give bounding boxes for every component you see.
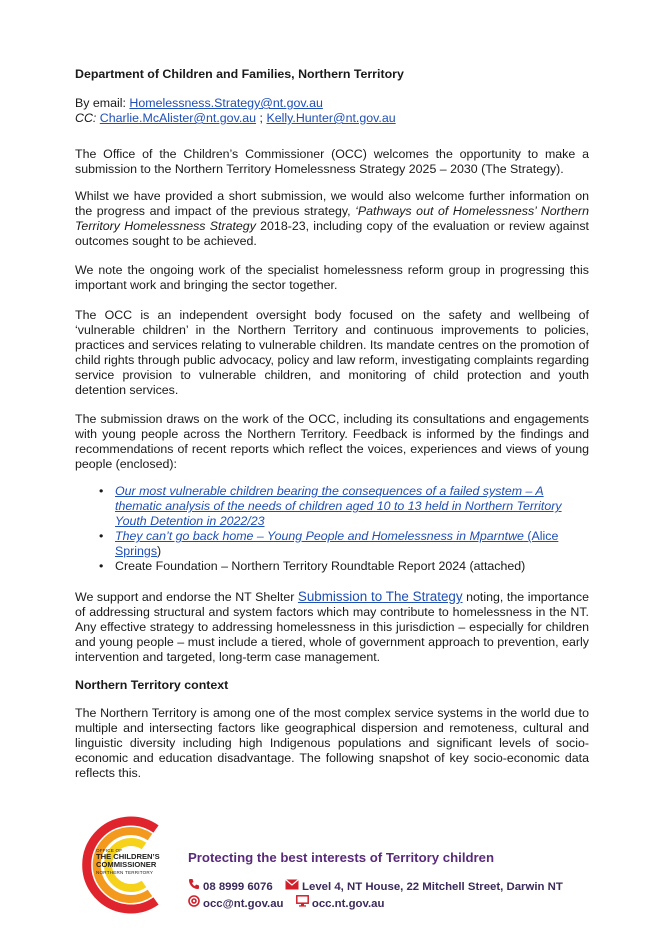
monitor-icon	[296, 895, 309, 910]
paragraph-previous-strategy	[75, 189, 589, 249]
phone-icon	[188, 878, 200, 893]
logo-line-1: THE CHILDREN’S	[96, 852, 160, 861]
report-link-vulnerable-children[interactable]	[115, 484, 562, 528]
paragraph-reform-group: We note the ongoing work of the specialist homelessness reform group in progressing this important work and bringing the sector together.	[75, 263, 589, 292]
cc-label: CC:	[75, 111, 97, 125]
nt-shelter-start: We support and endorse the NT Shelter	[75, 590, 298, 604]
logo-wordmark	[96, 848, 174, 875]
paragraph-nt-context: The Northern Territory is among one of the most complex service systems in the world due to multiple and intersecting factors like geographical dispersion and remoteness, cultural and linguistic diversity including high Indigenous populations and significant levels of socio-economic and education disadvantage. The following snapshot of key socio-economic data reflects this.	[75, 706, 589, 780]
footer-tagline: Protecting the best interests of Territory children	[188, 850, 495, 865]
at-icon	[188, 895, 200, 910]
cc-line	[75, 111, 589, 126]
letter-footer	[74, 815, 594, 915]
previous-strategy-title: ‘Pathways out of Homelessness’ Northern Territory Homelessness Strategy	[75, 204, 589, 233]
paragraph-submission-basis: The submission draws on the work of the OCC, including its consultations and engagements with young people across the Northern Territory. Feedback is informed by the findings and recommendations of recent reports which reflect the voices, experiences and views of young people (enclosed):	[75, 412, 589, 471]
envelope-icon	[285, 879, 299, 893]
letter-body	[75, 67, 589, 781]
bullet-icon: •	[99, 529, 104, 543]
report-link-mparntwe[interactable]	[115, 529, 558, 558]
by-email-label: By email:	[75, 96, 126, 110]
logo-line-2: COMMISSIONER	[96, 860, 157, 870]
list-item	[75, 484, 589, 529]
bullet-icon: •	[99, 484, 104, 498]
report-location: (Alice Springs	[115, 529, 559, 558]
email-link-homelessness-strategy[interactable]: Homelessness.Strategy@nt.gov.au	[129, 96, 323, 110]
logo-northern-territory: NORTHERN TERRITORY	[96, 869, 154, 875]
paragraph-intro: The Office of the Children’s Commissioner (OCC) welcomes the opportunity to make a submission to the Northern Territory Homelessness Strategy 2025 – 2030 (The Strategy).	[75, 147, 589, 176]
nt-shelter-end: noting, the importance of addressing structural and system factors which may contribute to homelessness in the NT. Any effective strategy to addressing homelessness in this jurisdiction – especially for children and young people – must include a tiered, whole of government approach to prevention, early intervention and targeted, long-term case management.	[75, 590, 589, 664]
phone-number[interactable]: 08 8999 6076	[203, 881, 273, 893]
paragraph-occ-mandate: The OCC is an independent oversight body focused on the safety and wellbeing of ‘vulnerable children’ in the Northern Territory and continuous improvements to policies, practices and services relating to vulnerable children. Its mandate centres on the promotion of child rights through public advocacy, policy and law reform, investigating complaints regarding service provision to vulnerable children, and monitoring of child protection and youth detention services.	[75, 308, 589, 397]
email-link-kelly[interactable]: Kelly.Hunter@nt.gov.au	[266, 111, 396, 125]
logo-office-of: OFFICE OF	[96, 848, 123, 853]
section-heading: Northern Territory context	[75, 678, 229, 692]
cc-separator: ;	[259, 111, 263, 125]
report-title: Our most vulnerable children bearing the consequences of a failed system – A thematic analysis of the needs of children aged 10 to 13 held in Northern Territory Youth Detention in 2022/23	[115, 484, 562, 528]
paragraph-previous-strategy-end: 2018-23, including copy of the evaluation or review against outcomes sought to be achieved.	[75, 219, 589, 248]
contact-line-1	[188, 878, 563, 893]
website-link[interactable]: occ.nt.gov.au	[311, 898, 385, 910]
report-close-paren: )	[157, 544, 162, 558]
report-title: They can’t go back home – Young People and Homelessness in Mparntwe	[115, 529, 524, 543]
list-item	[75, 529, 589, 559]
paragraph-previous-strategy-start: Whilst we have provided a short submission, we would also welcome further information on the progress and impact of the previous strategy,	[75, 189, 589, 218]
paragraph-nt-shelter	[75, 589, 589, 665]
report-list	[75, 484, 589, 574]
report-title: Create Foundation – Northern Territory Roundtable Report 2024 (attached)	[115, 559, 526, 573]
postal-address: Level 4, NT House, 22 Mitchell Street, Darwin NT	[302, 881, 563, 893]
email-link-charlie[interactable]: Charlie.McAlister@nt.gov.au	[99, 111, 257, 125]
by-email-line	[75, 96, 589, 111]
contact-line-2	[188, 895, 384, 910]
list-item	[75, 559, 589, 574]
recipient-heading: Department of Children and Families, Northern Territory	[75, 67, 404, 81]
email-address[interactable]: occ@nt.gov.au	[203, 898, 284, 910]
submission-link[interactable]: Submission to The Strategy	[297, 589, 463, 604]
bullet-icon: •	[99, 559, 104, 573]
